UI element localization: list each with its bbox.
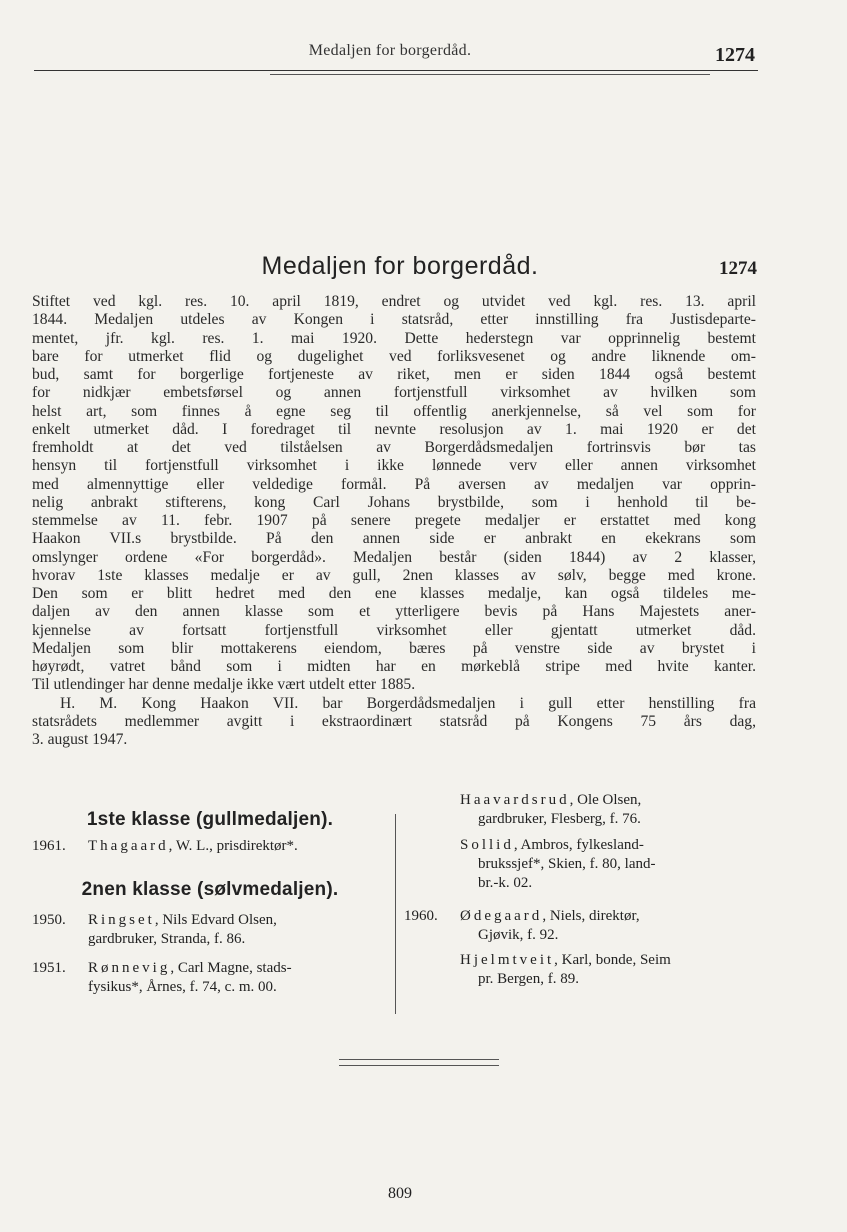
entry-continuation: brukssjef*, Skien, f. 80, land- [478,856,656,872]
body-line: statsrådets medlemmer avgitt i ekstraordinært statsråd på Kongens 75 års dag, [32,712,756,730]
body-line: omslynger ordene «For borgerdåd». Medaljen består (siden 1844) av 2 klasser, [32,548,756,566]
body-line: fremholdt at det ved tilståelsen av Borgerdådsmedaljen fortrinsvis bør tas [32,439,756,456]
body-line: 3. august 1947. [32,731,128,748]
list-item [404,836,760,855]
body-line: bare for utmerket flid og dugelighet ved forliksvesenet og andre liknende om- [32,347,756,365]
body-line: mentet, jfr. kgl. res. 1. mai 1920. Dette hederstegn var opprinnelig bestemt [32,329,756,347]
column-divider [395,814,396,1014]
body-line: med almennyttige eller veldedige formål. På aversen av medaljen var opprin- [32,475,756,493]
body-line: helst art, som finnes å egne seg til offentlig anerkjennelse, så vel som for [32,402,756,420]
entry-continuation: gardbruker, Stranda, f. 86. [88,931,246,947]
entry-details: , Ole Olsen, [569,792,642,808]
entry-continuation: Gjøvik, f. 92. [478,927,559,943]
body-line: bud, samt for borgerlige fortjeneste av riket, men er siden 1844 også bestemt [32,366,756,383]
entry-year: 1951. [32,960,66,976]
body-line: hensyn til fortjenstfull virksomhet i ikke lønnede verv eller annen virksomhet [32,457,756,475]
first-class-heading: 1ste klasse (gullmedaljen). [86,809,334,830]
entry-details: , W. L., prisdirektør*. [168,838,298,854]
body-line: nelig anbrakt stifterens, kong Carl Johans brystbilde, som i henhold til be- [32,493,756,511]
entry-year: 1961. [32,838,66,854]
body-line: for nidkjær embetsførsel og annen fortjenstfull virksomhet av hvilken som [32,384,756,402]
section-title: Medaljen for borgerdåd. [261,252,539,280]
list-item [32,837,388,856]
body-line: kjennelse av fortsatt fortjenstfull virksomhet eller gjentatt utmerket dåd. [32,621,756,639]
entry-details: , Carl Magne, stads- [170,960,292,976]
header-rule-secondary [270,74,710,75]
entry-surname: Sollid [460,837,514,853]
end-rule [339,1059,499,1060]
entry-details: , Ambros, fylkesland- [513,837,644,853]
right-column [404,792,760,989]
entry-details: , Niels, direktør, [542,908,640,924]
entry-surname: Thagaard [88,838,169,854]
entry-details: , Nils Edvard Olsen, [154,912,277,928]
body-line: enkelt utmerket dåd. I foredraget til nevnte resolusjon av 1. mai 1920 er det [32,420,756,438]
body-line: hvorav 1ste klasses medalje er av gull, 2nen klasses av sølv, begge med krone. [32,566,756,584]
body-text [32,293,756,749]
entry-continuation: br.-k. 02. [478,875,533,891]
running-header-number: 1274 [715,44,755,66]
entry-continuation: gardbruker, Flesberg, f. 76. [478,811,641,827]
entry-surname: Rønnevig [88,960,171,976]
body-line: Haakon VII.s brystbilde. På den annen side er anbrakt en ekekrans som [32,530,756,548]
body-line: Medaljen som blir mottakerens eiendom, bæres på venstre side av brystet i [32,639,756,657]
entry-year: 1960. [404,908,438,924]
entry-surname: Haavardsrud [460,792,570,808]
body-line: Til utlendinger har denne medalje ikke vært utdelt etter 1885. [32,676,416,694]
body-line: H. M. Kong Haakon VII. bar Borgerdådsmedaljen i gull etter henstilling fra [60,694,756,712]
body-line: høyrødt, vatret bånd som i midten har en mørkeblå stripe med hvite kanter. [32,658,756,675]
entry-year: 1950. [32,912,66,928]
entry-surname: Ringset [88,912,155,928]
body-line: Stiftet ved kgl. res. 10. april 1819, endret og utvidet ved kgl. res. 13. april [32,293,756,310]
page-number: 809 [388,1185,412,1202]
section-number: 1274 [719,258,757,279]
second-class-heading: 2nen klasse (sølvmedaljen). [81,879,339,900]
body-line: Den som er blitt hedret med den ene klasses medalje, kan også tildeles me- [32,585,756,602]
entry-details: , Karl, bonde, Seim [554,952,671,968]
body-line: stemmelse av 11. febr. 1907 på senere pregete medaljer er erstattet med kong [32,512,756,529]
entry-continuation: fysikus*, Årnes, f. 74, c. m. 00. [88,979,277,995]
entry-surname: Ødegaard [460,908,543,924]
entry-surname: Hjelmtveit [460,952,555,968]
left-column [32,810,388,997]
header-rule [34,70,758,71]
body-line: 1844. Medaljen utdeles av Kongen i statsråd, etter innstilling fra Justisdeparte- [32,311,756,329]
running-header-title: Medaljen for borgerdåd. [308,42,472,59]
list-item [32,911,388,930]
end-rule-secondary [339,1065,499,1066]
list-item [404,951,760,970]
list-item-continuation [32,930,388,949]
list-item [32,959,388,978]
body-line: daljen av den annen klasse som et ytterligere bevis på Hans Majestets aner- [32,603,756,621]
list-item-continuation [32,978,388,997]
list-item [404,907,760,926]
list-item [404,791,760,810]
entry-continuation: pr. Bergen, f. 89. [478,971,579,987]
